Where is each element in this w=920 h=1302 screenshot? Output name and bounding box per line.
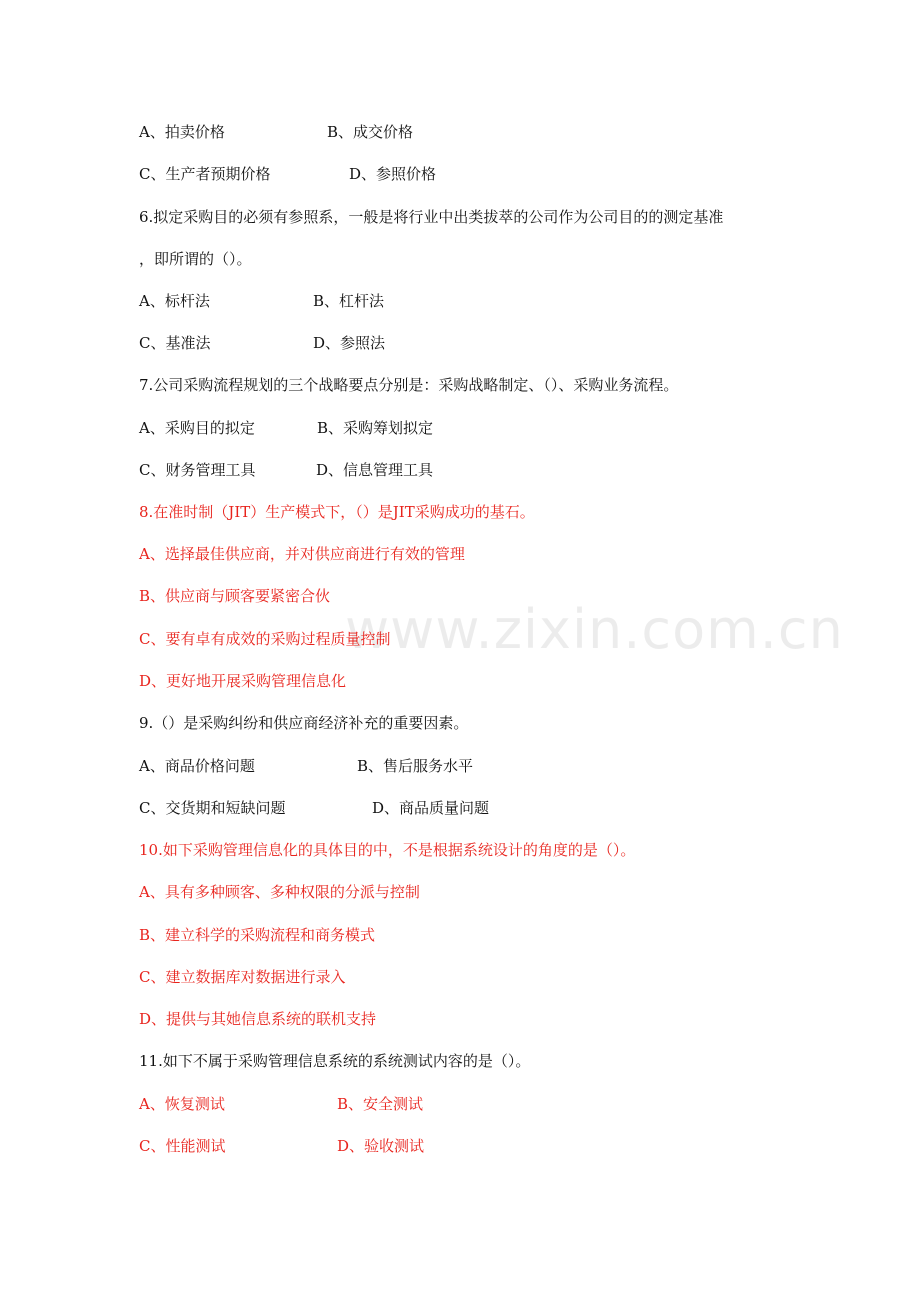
q8-option-a: A、选择最佳供应商，并对供应商进行有效的管理 bbox=[139, 545, 465, 563]
q6-option-b: B、杠杆法 bbox=[313, 292, 385, 310]
q8-stem: 8.在准时制（JIT）生产模式下，（）是JIT采购成功的基石。 bbox=[139, 503, 535, 521]
q6-option-a: A、标杆法 bbox=[139, 292, 210, 310]
q11-stem: 11.如下不属于采购管理信息系统的系统测试内容的是（）。 bbox=[139, 1052, 531, 1070]
q11-option-b: B、安全测试 bbox=[337, 1095, 424, 1113]
q11-option-d: D、验收测试 bbox=[337, 1137, 425, 1155]
q8-option-d: D、更好地开展采购管理信息化 bbox=[139, 672, 347, 690]
q7-option-d: D、信息管理工具 bbox=[316, 461, 434, 479]
q5-option-b: B、成交价格 bbox=[327, 123, 414, 141]
q9-option-a: A、商品价格问题 bbox=[139, 757, 255, 775]
q10-option-b: B、建立科学的采购流程和商务模式 bbox=[139, 926, 376, 944]
q9-stem: 9.（）是采购纠纷和供应商经济补充的重要因素。 bbox=[139, 714, 469, 732]
q9-option-b: B、售后服务水平 bbox=[357, 757, 474, 775]
q9-option-d: D、商品质量问题 bbox=[372, 799, 490, 817]
q6-option-c: C、基准法 bbox=[139, 334, 211, 352]
q10-option-c: C、建立数据库对数据进行录入 bbox=[139, 968, 346, 986]
q11-option-a: A、恢复测试 bbox=[139, 1095, 225, 1113]
q7-option-c: C、财务管理工具 bbox=[139, 461, 256, 479]
q5-option-a: A、拍卖价格 bbox=[139, 123, 225, 141]
q7-stem: 7.公司采购流程规划的三个战略要点分别是：采购战略制定、（）、采购业务流程。 bbox=[139, 376, 679, 394]
q5-option-c: C、生产者预期价格 bbox=[139, 165, 271, 183]
q9-option-c: C、交货期和短缺问题 bbox=[139, 799, 286, 817]
q5-option-d: D、参照价格 bbox=[349, 165, 437, 183]
q6-stem-line2: ，即所谓的（）。 bbox=[139, 250, 252, 268]
watermark: www.zixin.com.cn bbox=[345, 598, 844, 661]
q10-option-a: A、具有多种顾客、多种权限的分派与控制 bbox=[139, 883, 420, 901]
q10-option-d: D、提供与其她信息系统的联机支持 bbox=[139, 1010, 377, 1028]
q8-option-c: C、要有卓有成效的采购过程质量控制 bbox=[139, 630, 391, 648]
q7-option-b: B、采购筹划拟定 bbox=[317, 419, 434, 437]
q7-option-a: A、采购目的拟定 bbox=[139, 419, 255, 437]
q8-option-b: B、供应商与顾客要紧密合伙 bbox=[139, 587, 331, 605]
q6-option-d: D、参照法 bbox=[313, 334, 386, 352]
q6-stem-line1: 6.拟定采购目的必须有参照系，一般是将行业中出类拔萃的公司作为公司目的的测定基准 bbox=[139, 208, 724, 226]
q11-option-c: C、性能测试 bbox=[139, 1137, 226, 1155]
q10-stem: 10.如下采购管理信息化的具体目的中，不是根据系统设计的角度的是（）。 bbox=[139, 841, 636, 859]
